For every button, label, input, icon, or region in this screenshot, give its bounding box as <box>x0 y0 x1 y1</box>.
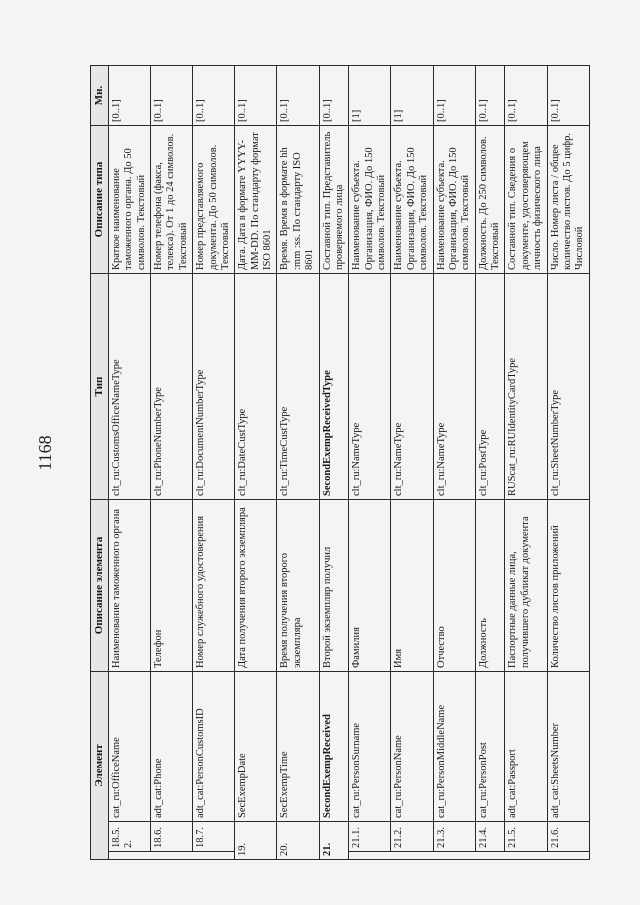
indent-cell <box>475 852 505 860</box>
header-description: Описание элемента <box>91 500 109 672</box>
row-description: Фамилия <box>349 500 391 672</box>
row-element: SecondExempReceived <box>319 672 349 822</box>
row-number: 21.1. <box>349 822 391 852</box>
row-number: 21. <box>319 822 349 860</box>
row-description: Время получения второго экземпляра <box>277 500 319 672</box>
row-description: Отчество <box>433 500 475 672</box>
row-multiplicity: [1] <box>391 66 433 126</box>
row-type: clt_ru:DocumentNumberType <box>193 274 235 500</box>
row-type: RUScat_ru:RUIdentityCardType <box>505 274 547 500</box>
row-multiplicity: [0..1] <box>277 66 319 126</box>
row-type-description: Должность. До 250 символов. Текстовый <box>475 126 505 274</box>
row-multiplicity: [0..1] <box>108 66 150 126</box>
indent-cell <box>391 852 433 860</box>
row-type-description: Краткое наименование таможенного органа. До 50 символов. Текстовый <box>108 126 150 274</box>
row-number: 21.4. <box>475 822 505 852</box>
indent-cell <box>349 852 391 860</box>
row-description: Второй экземпляр получил <box>319 500 349 672</box>
table-row <box>547 66 589 860</box>
row-type-description: Наименование субъекта. Организация, ФИО. До 150 символов. Текстовый <box>433 126 475 274</box>
table-row <box>349 66 391 860</box>
row-type: clt_ru:TimeCustType <box>277 274 319 500</box>
row-type-description: Номер телефона (факса, телекса). От 1 до 24 символов. Текстовый <box>151 126 193 274</box>
page-number: 1168 <box>35 435 55 471</box>
row-element: cat_ru:OfficeName <box>108 672 150 822</box>
table-header-row <box>91 66 109 860</box>
table-row <box>193 66 235 860</box>
row-number: 18.6. <box>151 822 193 852</box>
row-description: Паспортные данные лица, получившего дубликат документа <box>505 500 547 672</box>
row-element: SecExempDate <box>235 672 277 822</box>
row-description: Должность <box>475 500 505 672</box>
row-type: clt_ru:SheetNumberType <box>547 274 589 500</box>
row-description: Имя <box>391 500 433 672</box>
table-row <box>391 66 433 860</box>
table-row <box>505 66 547 860</box>
row-multiplicity: [0..1] <box>505 66 547 126</box>
row-multiplicity: [0..1] <box>433 66 475 126</box>
row-element: cat_ru:PersonName <box>391 672 433 822</box>
row-type-description: Время. Время в формате hh :mm :ss. По стандарту ISO 8601 <box>277 126 319 274</box>
row-number: 20. <box>277 822 319 860</box>
row-description: Дата получения второго экземпляра <box>235 500 277 672</box>
row-multiplicity: [0..1] <box>235 66 277 126</box>
table-row <box>151 66 193 860</box>
row-multiplicity: [0..1] <box>475 66 505 126</box>
row-type-description: Наименование субъекта. Организация, ФИО. До 150 символов. Текстовый <box>349 126 391 274</box>
row-element: adt_cat:SheetsNumber <box>547 672 589 822</box>
table-row <box>319 66 349 860</box>
spec-table <box>90 65 590 860</box>
header-type: Тип <box>91 274 109 500</box>
table-row <box>108 66 150 860</box>
indent-cell <box>433 852 475 860</box>
row-description: Телефон <box>151 500 193 672</box>
row-number: 18.5.2. <box>108 822 150 852</box>
table-row <box>235 66 277 860</box>
row-type: clt_ru:NameType <box>433 274 475 500</box>
row-number: 21.2. <box>391 822 433 852</box>
row-description: Количество листов приложений <box>547 500 589 672</box>
row-type: clt_ru:CustomsOfficeNameType <box>108 274 150 500</box>
row-type: SecondExempReceivedType <box>319 274 349 500</box>
row-type-description: Дата. Дата в формате YYYY-MM-DD. По стандарту формат ISO 8601 <box>235 126 277 274</box>
row-number: 21.6. <box>547 822 589 852</box>
row-multiplicity: [0..1] <box>319 66 349 126</box>
row-element: adt_cat:Phone <box>151 672 193 822</box>
table-row <box>475 66 505 860</box>
indent-cell <box>547 852 589 860</box>
indent-cell <box>193 852 235 860</box>
row-type: clt_ru:NameType <box>349 274 391 500</box>
row-element: SecExempTime <box>277 672 319 822</box>
row-description: Наименование таможенного органа <box>108 500 150 672</box>
header-element: Элемент <box>91 672 109 860</box>
row-element: adt_cat:Passport <box>505 672 547 822</box>
row-multiplicity: [1] <box>349 66 391 126</box>
row-type-description: Номер представляемого документа. До 50 символов. Текстовый <box>193 126 235 274</box>
row-type: clt_ru:PostType <box>475 274 505 500</box>
row-type-description: Наименование субъекта. Организация, ФИО. До 150 символов. Текстовый <box>391 126 433 274</box>
spec-table-container <box>90 66 586 860</box>
row-multiplicity: [0..1] <box>193 66 235 126</box>
row-number: 21.5. <box>505 822 547 852</box>
row-element: adt_cat:PersonCustomsID <box>193 672 235 822</box>
row-multiplicity: [0..1] <box>547 66 589 126</box>
row-type-description: Составной тип. Сведения о документе, удостоверяющем личность физического лица <box>505 126 547 274</box>
row-number: 21.3. <box>433 822 475 852</box>
row-description: Номер служебного удостоверения <box>193 500 235 672</box>
row-element: cat_ru:PersonMiddleName <box>433 672 475 822</box>
indent-cell <box>108 852 150 860</box>
row-type-description: Составной тип. Представитель проверяемого лица <box>319 126 349 274</box>
row-type: clt_ru:DateCustType <box>235 274 277 500</box>
header-type-description: Описание типа <box>91 126 109 274</box>
row-number: 19. <box>235 822 277 860</box>
header-multiplicity: Мн. <box>91 66 109 126</box>
row-element: cat_ru:PersonPost <box>475 672 505 822</box>
row-type: clt_ru:PhoneNumberType <box>151 274 193 500</box>
row-element: cat_ru:PersonSurname <box>349 672 391 822</box>
row-number: 18.7. <box>193 822 235 852</box>
table-row <box>433 66 475 860</box>
indent-cell <box>505 852 547 860</box>
table-row <box>277 66 319 860</box>
row-type: clt_ru:NameType <box>391 274 433 500</box>
row-multiplicity: [0..1] <box>151 66 193 126</box>
indent-cell <box>151 852 193 860</box>
row-type-description: Число. Номер листа / общее количество листов. До 5 цифр. Числовой <box>547 126 589 274</box>
